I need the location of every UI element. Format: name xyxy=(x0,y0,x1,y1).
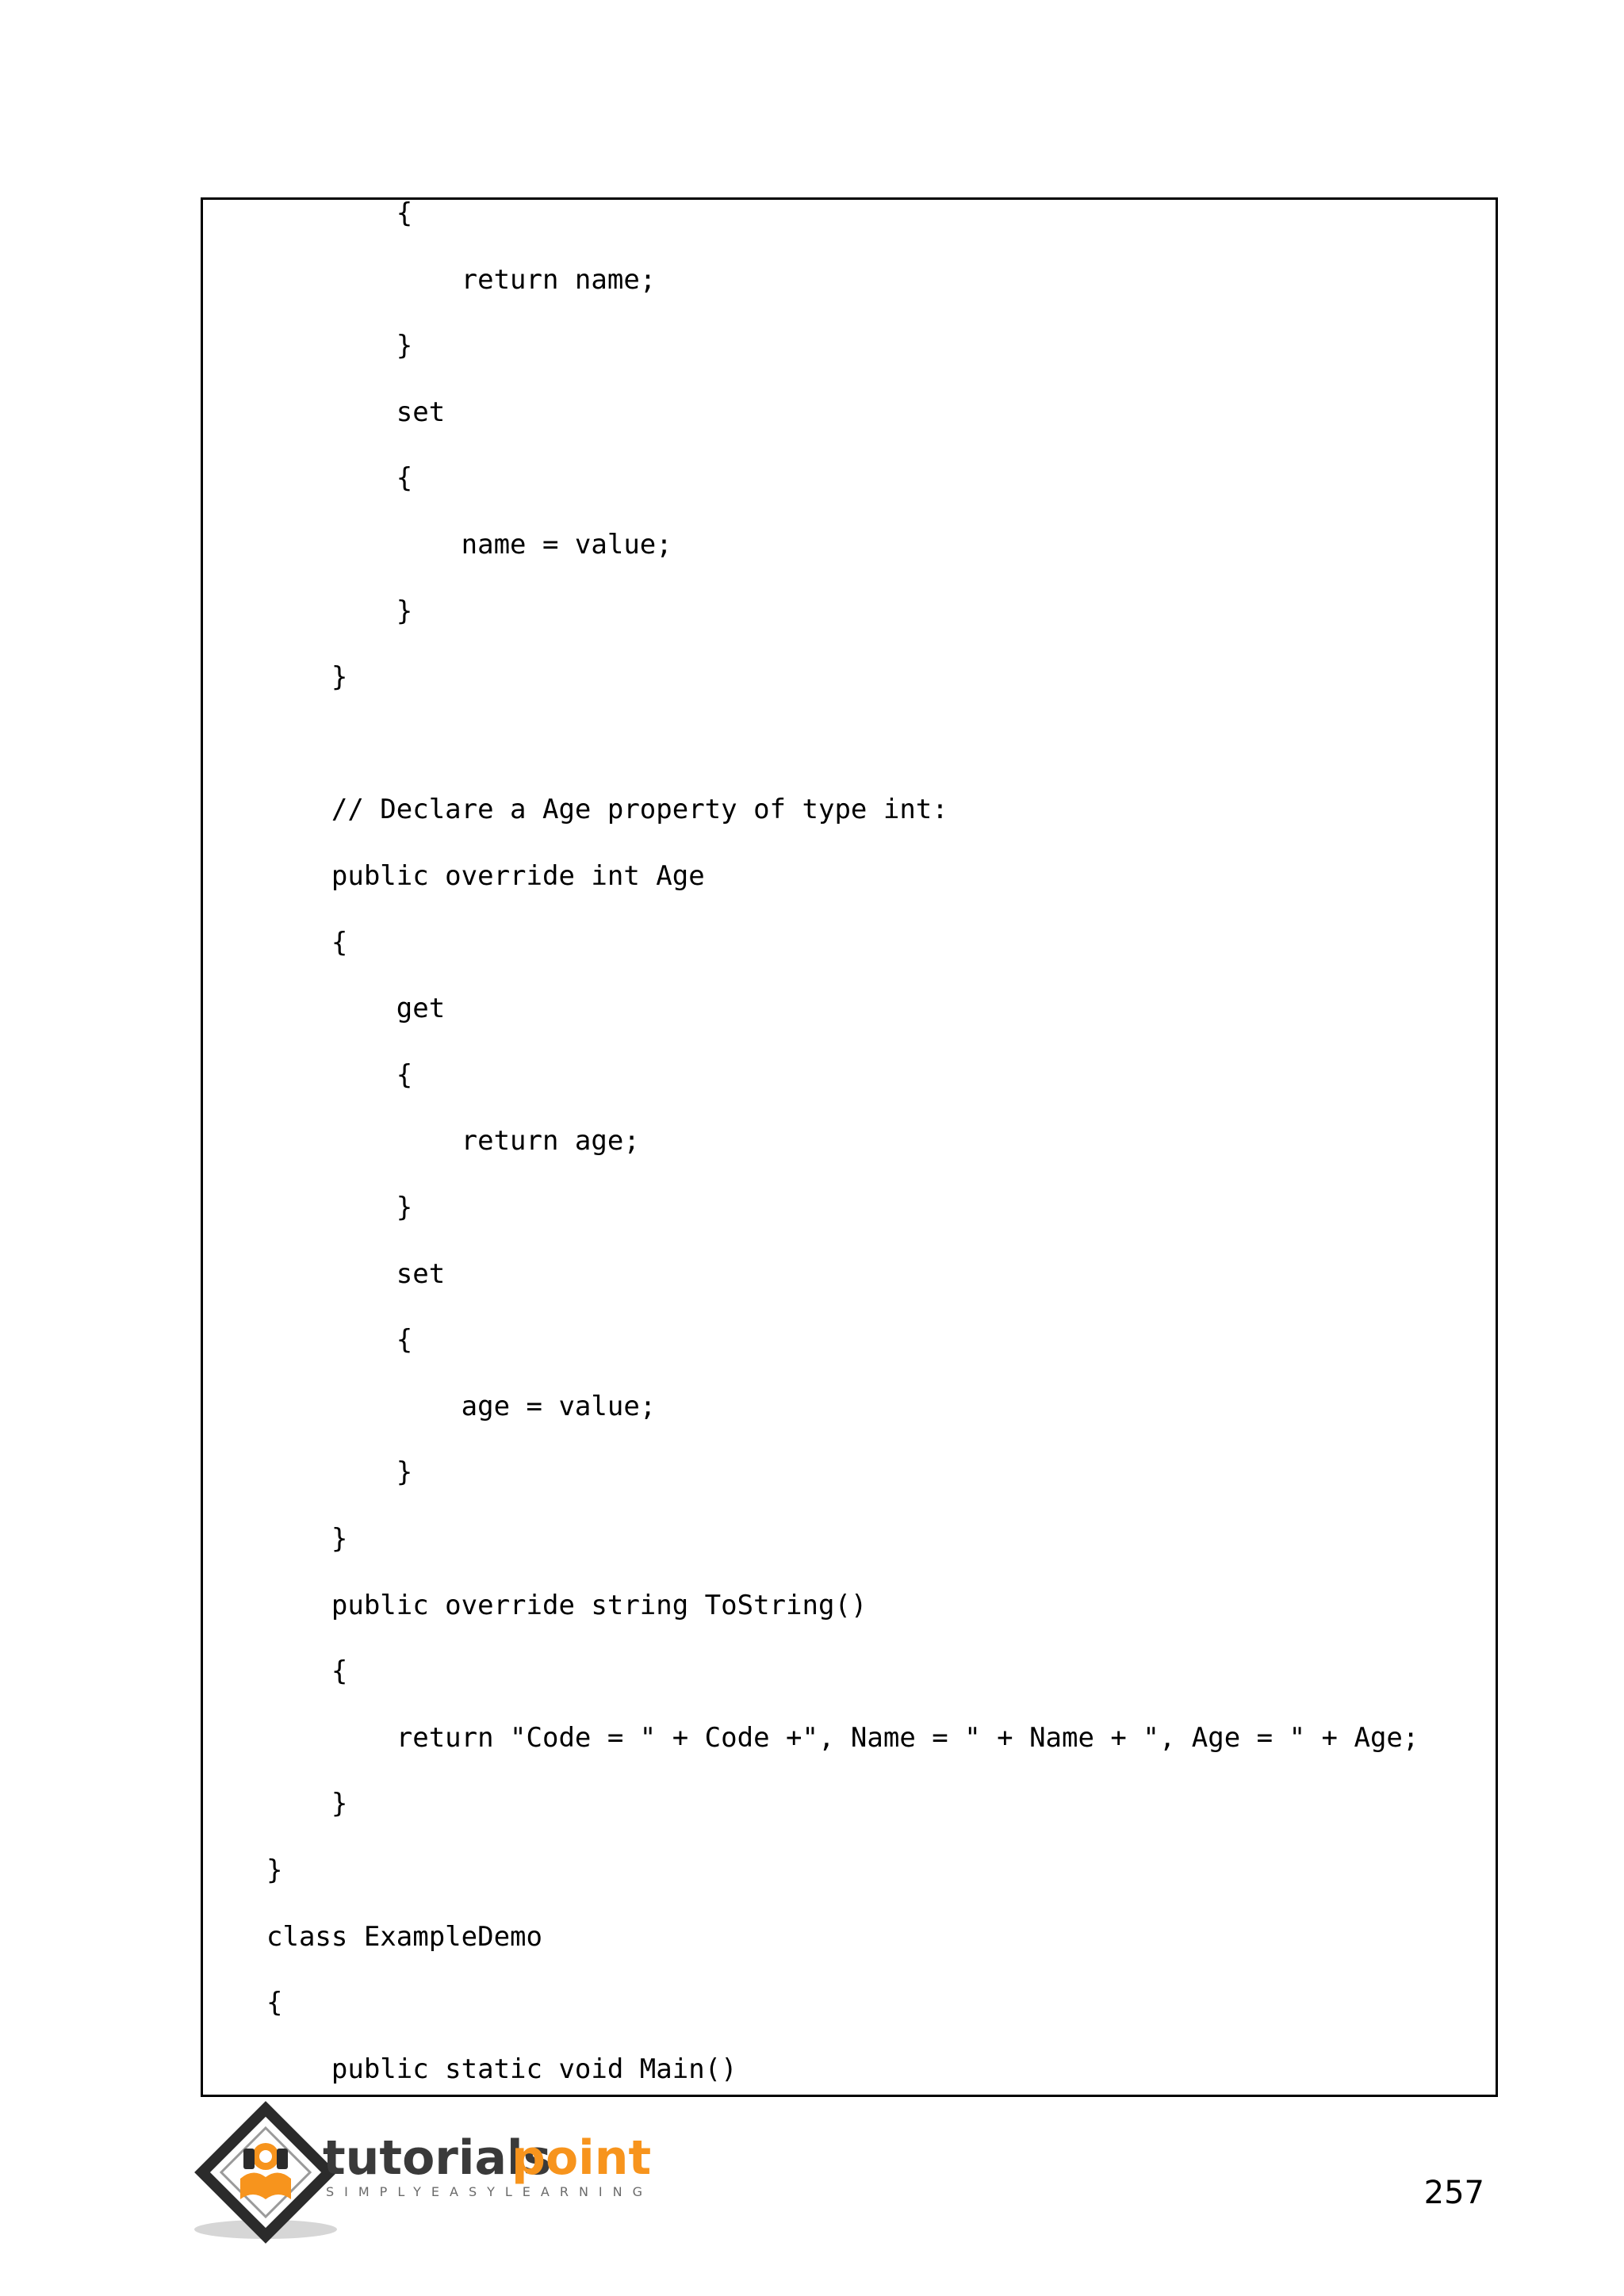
code-line: { xyxy=(266,1655,348,1688)
code-line: } xyxy=(266,1788,348,1820)
page-number: 257 xyxy=(1423,2175,1484,2211)
code-line: return name; xyxy=(266,263,657,296)
code-line: set xyxy=(266,1257,446,1290)
code-line: age = value; xyxy=(266,1390,657,1422)
code-line: { xyxy=(266,1324,413,1357)
logo-tagline: SIMPLYEASYLEARNING xyxy=(326,2184,653,2199)
code-line: } xyxy=(266,595,413,627)
code-line: } xyxy=(266,1456,413,1489)
code-line: public static void Main() xyxy=(266,2053,737,2085)
code-line: } xyxy=(266,1854,283,1886)
code-line: { xyxy=(266,197,413,229)
code-line: { xyxy=(266,462,413,495)
tutorialspoint-logo xyxy=(193,2101,653,2244)
code-line: name = value; xyxy=(266,529,672,561)
code-line: { xyxy=(266,1987,283,2019)
logo-word-b: point xyxy=(511,2130,652,2186)
code-line: } xyxy=(266,1523,348,1555)
code-line: return age; xyxy=(266,1125,640,1158)
code-line: class ExampleDemo xyxy=(266,1920,542,1953)
code-line: } xyxy=(266,661,348,694)
code-line: public override int Age xyxy=(266,860,705,892)
code-line: { xyxy=(266,926,348,959)
code-line: { xyxy=(266,1058,413,1091)
code-line: get xyxy=(266,993,446,1025)
code-line: } xyxy=(266,1192,413,1223)
code-block xyxy=(201,197,1498,2097)
code-line: } xyxy=(266,330,413,362)
code-line: // Declare a Age property of type int: xyxy=(266,794,948,826)
code-line: public override string ToString() xyxy=(266,1589,868,1621)
code-line: set xyxy=(266,396,446,428)
code-line: return "Code = " + Code +", Name = " + Name + ", Age = " + Age; xyxy=(266,1721,1419,1754)
logo-word-a: tutorials xyxy=(323,2130,552,2186)
